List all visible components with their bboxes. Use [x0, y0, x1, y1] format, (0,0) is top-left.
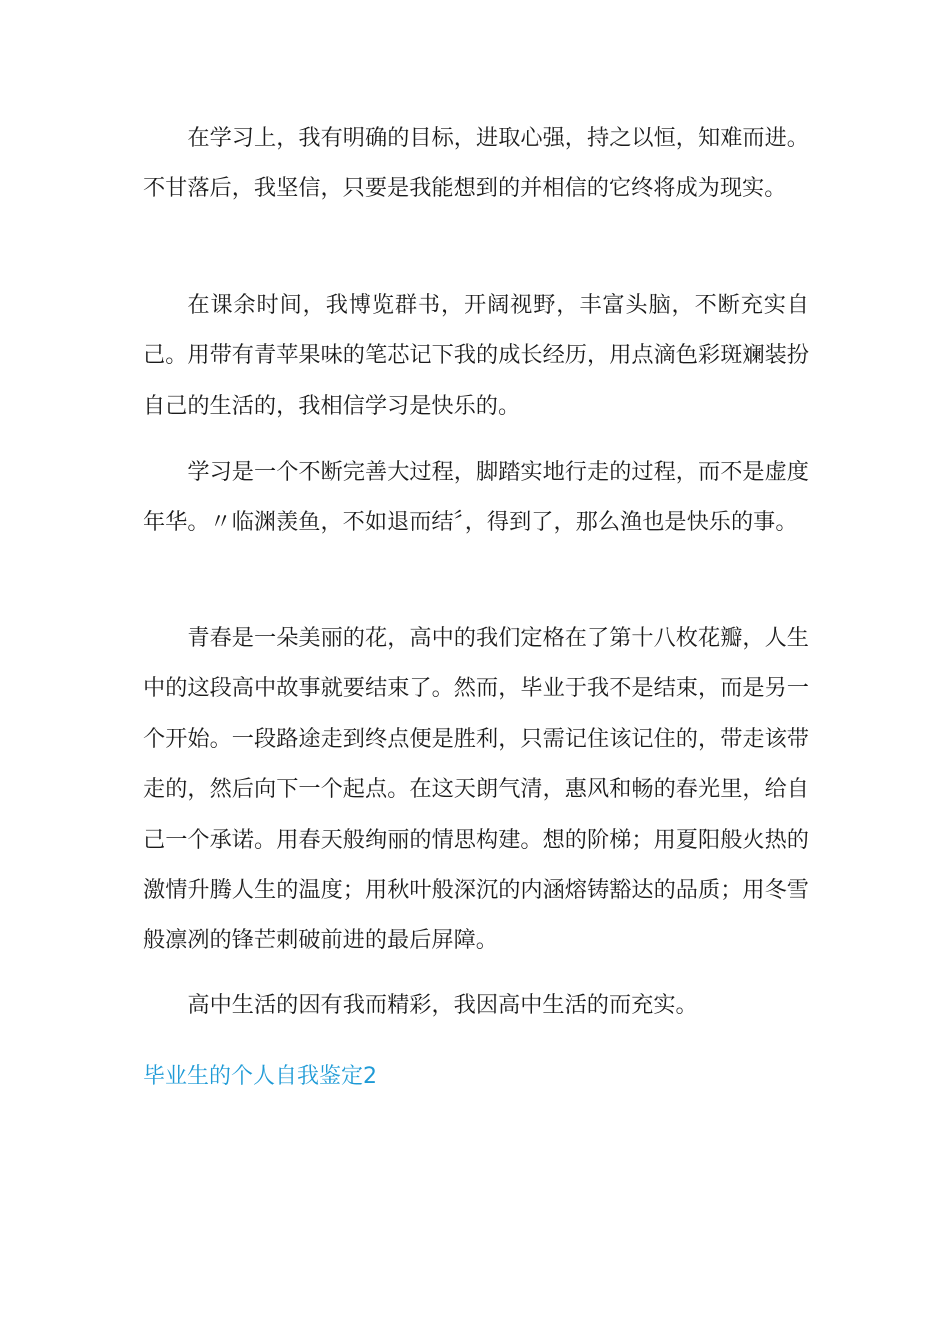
paragraph-extracurricular-reading: 在课余时间，我博览群书，开阔视野，丰富头脑，不断充实自己。用带有青苹果味的笔芯记下我的成长经历，用点滴色彩斑斓装扮自己的生活的，我相信学习是快乐的。 — [143, 292, 809, 419]
paragraph-high-school-life: 高中生活的因有我而精彩，我因高中生活的而充实。 — [187, 992, 698, 1018]
paragraph-youth-graduation: 青春是一朵美丽的花，高中的我们定格在了第十八枚花瓣，人生中的这段高中故事就要结束了。然而，毕业于我不是结束，而是另一个开始。一段路途走到终点便是胜利，只需记住该记住的，带走该带走的，然后向下一个起点。在这天朗气清，惠风和畅的春光里，给自己一个承诺。用春天般绚丽的情思构建。想的阶梯；用夏阳般火热的激情升腾人生的温度；用秋叶般深沉的内涵熔铸豁达的品质；用冬雪般凛冽的锋芒刺破前进的最后屏障。 — [143, 625, 809, 954]
paragraph-learning-process: 学习是一个不断完善大过程，脚踏实地行走的过程，而不是虚度年华。〃临渊羡鱼，不如退而结〞，得到了，那么渔也是快乐的事。 — [143, 459, 809, 536]
section-heading: 毕业生的个人自我鉴定2 — [143, 1064, 377, 1089]
paragraph-study-goals: 在学习上，我有明确的目标，进取心强，持之以恒，知难而进。不甘落后，我坚信，只要是我能想到的并相信的它终将成为现实。 — [143, 125, 809, 202]
